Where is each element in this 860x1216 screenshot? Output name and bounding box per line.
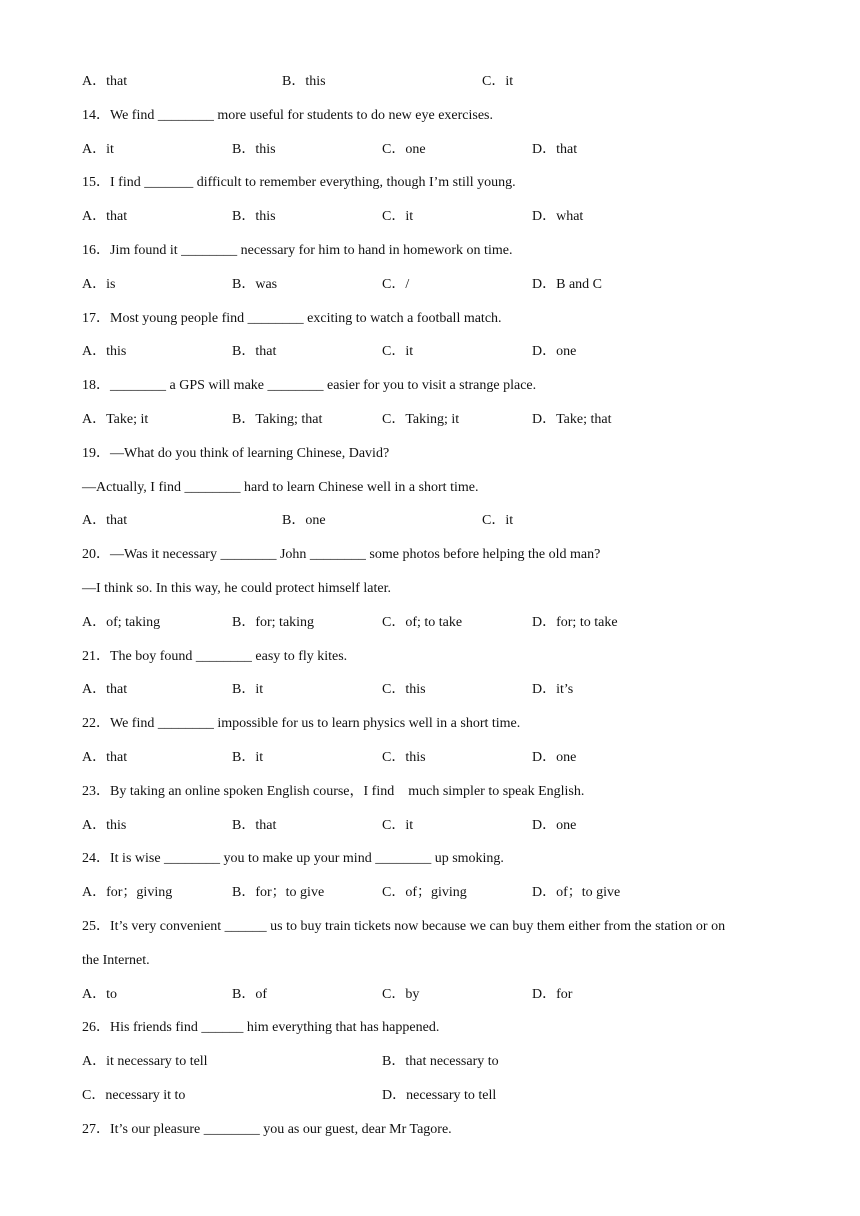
answer-option: A．to xyxy=(82,986,117,1002)
answer-option: B．this xyxy=(232,141,276,157)
question-text: 17．Most young people find ________ exciting to watch a football match. xyxy=(82,310,502,326)
answer-option: C．of；giving xyxy=(382,885,467,901)
answer-option: C．it xyxy=(382,209,414,225)
answer-option: D．necessary to tell xyxy=(382,1088,497,1103)
question-text: —I think so. In this way, he could protect himself later. xyxy=(82,581,391,596)
answer-option: D．of；to give xyxy=(532,885,621,901)
answer-option: B．this xyxy=(282,74,326,89)
answer-option: C．Taking; it xyxy=(382,412,460,427)
answer-option: B．one xyxy=(282,513,326,529)
question-text: 16．Jim found it ________ necessary for him to hand in homework on time. xyxy=(82,243,513,258)
answer-option: A．that xyxy=(82,750,128,765)
answer-option: B．for；to give xyxy=(232,885,325,901)
answer-option: C．this xyxy=(382,750,426,765)
answer-option: C．/ xyxy=(382,276,410,292)
answer-option: A．Take; it xyxy=(82,412,149,427)
question-text: 25．It’s very convenient ______ us to buy train tickets now because we can buy them either from the station or on xyxy=(82,919,726,934)
question-text: 24．It is wise ________ you to make up your mind ________ up smoking. xyxy=(82,851,504,867)
question-text: 22．We find ________ impossible for us to learn physics well in a short time. xyxy=(82,716,521,732)
answer-option: B．for; taking xyxy=(232,614,315,630)
answer-option: A．is xyxy=(82,276,116,292)
answer-option: C．this xyxy=(382,682,426,698)
question-text: 14．We find ________ more useful for students to do new eye exercises. xyxy=(82,107,493,123)
question-text: —Actually, I find ________ hard to learn Chinese well in a short time. xyxy=(82,479,479,495)
answer-option: C．of; to take xyxy=(382,614,463,630)
question-text: 21．The boy found ________ easy to fly kites. xyxy=(82,648,348,664)
answer-option: D．it’s xyxy=(532,682,574,698)
answer-option: A．that xyxy=(82,209,128,225)
answer-option: D．one xyxy=(532,817,577,833)
question-text: 26．His friends find ______ him everything that has happened. xyxy=(82,1020,440,1036)
answer-option: C．one xyxy=(382,141,426,157)
answer-option: B．Taking; that xyxy=(232,412,323,427)
question-text: the Internet. xyxy=(82,952,150,968)
question-text: 15．I find _______ difficult to remember everything, though I’m still young. xyxy=(82,175,516,191)
answer-option: A．it xyxy=(82,141,114,157)
answer-option: A．that xyxy=(82,682,128,698)
answer-option: D．one xyxy=(532,344,577,360)
answer-option: C．it xyxy=(482,513,514,529)
answer-option: C．it xyxy=(482,74,514,89)
answer-option: D．for xyxy=(532,986,573,1002)
answer-option: B．that xyxy=(232,344,277,360)
answer-option: A．that xyxy=(82,74,128,89)
answer-option: D．that xyxy=(532,141,578,157)
question-text: 20．—Was it necessary ________ John ________ some photos before helping the old man? xyxy=(82,547,601,563)
answer-option: B．it xyxy=(232,682,264,698)
question-text: 27．It’s our pleasure ________ you as our guest, dear Mr Tagore. xyxy=(82,1121,452,1137)
answer-option: C．it xyxy=(382,344,414,360)
answer-option: B．it xyxy=(232,750,264,765)
answer-option: D．B and C xyxy=(532,276,602,292)
question-text: 18．________ a GPS will make ________ easier for you to visit a strange place. xyxy=(82,378,537,394)
answer-option: A．this xyxy=(82,817,127,833)
question-text: 19．—What do you think of learning Chinese, David? xyxy=(82,445,390,461)
answer-option: A．this xyxy=(82,344,127,360)
answer-option: D．one xyxy=(532,750,577,765)
answer-option: A．that xyxy=(82,513,128,529)
answer-option: B．was xyxy=(232,276,278,292)
answer-option: C．it xyxy=(382,817,414,833)
question-text: 23．By taking an online spoken English course，I find much simpler to speak English. xyxy=(82,783,585,799)
answer-option: B．of xyxy=(232,986,267,1002)
answer-option: B．that necessary to xyxy=(382,1054,499,1070)
answer-option: D．for; to take xyxy=(532,614,618,630)
answer-option: C．by xyxy=(382,986,420,1002)
answer-option: B．this xyxy=(232,209,276,225)
answer-option: C．necessary it to xyxy=(82,1088,186,1103)
answer-option: A．of; taking xyxy=(82,614,161,630)
answer-option: A．it necessary to tell xyxy=(82,1054,208,1070)
answer-option: B．that xyxy=(232,817,277,833)
answer-option: A．for；giving xyxy=(82,885,173,901)
answer-option: D．Take; that xyxy=(532,412,612,427)
answer-option: D．what xyxy=(532,209,584,225)
